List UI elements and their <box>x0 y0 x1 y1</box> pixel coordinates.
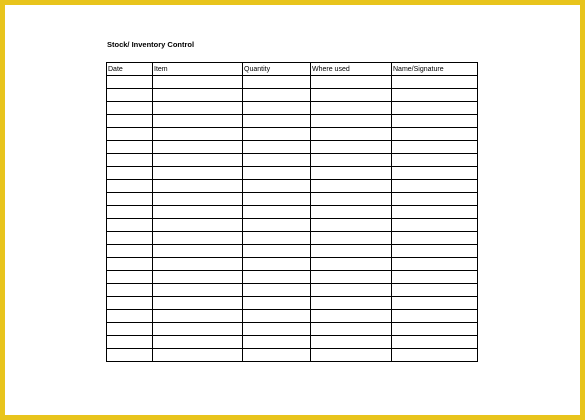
table-cell[interactable] <box>153 232 243 245</box>
table-cell[interactable] <box>392 193 478 206</box>
table-cell[interactable] <box>311 258 392 271</box>
table-cell[interactable] <box>107 128 153 141</box>
column-header-quantity: Quantity <box>243 63 311 76</box>
table-cell[interactable] <box>311 349 392 362</box>
table-cell[interactable] <box>392 76 478 89</box>
table-cell[interactable] <box>243 128 311 141</box>
table-cell[interactable] <box>153 141 243 154</box>
table-cell[interactable] <box>243 219 311 232</box>
table-cell[interactable] <box>153 245 243 258</box>
table-cell[interactable] <box>392 154 478 167</box>
table-cell[interactable] <box>392 284 478 297</box>
table-cell[interactable] <box>392 206 478 219</box>
table-cell[interactable] <box>243 232 311 245</box>
table-row <box>107 102 478 115</box>
table-row <box>107 271 478 284</box>
table-cell[interactable] <box>392 323 478 336</box>
column-header-date: Date <box>107 63 153 76</box>
table-cell[interactable] <box>392 310 478 323</box>
table-row <box>107 349 478 362</box>
table-row <box>107 154 478 167</box>
table-cell[interactable] <box>311 206 392 219</box>
table-row <box>107 297 478 310</box>
table-cell[interactable] <box>243 102 311 115</box>
table-cell[interactable] <box>153 323 243 336</box>
table-cell[interactable] <box>153 193 243 206</box>
table-cell[interactable] <box>153 206 243 219</box>
table-cell[interactable] <box>311 128 392 141</box>
table-cell[interactable] <box>243 141 311 154</box>
table-row <box>107 232 478 245</box>
table-body <box>107 76 478 362</box>
table-cell[interactable] <box>392 180 478 193</box>
table-cell[interactable] <box>243 245 311 258</box>
table-cell[interactable] <box>107 349 153 362</box>
table-cell[interactable] <box>243 258 311 271</box>
table-row <box>107 258 478 271</box>
table-cell[interactable] <box>153 349 243 362</box>
table-cell[interactable] <box>107 336 153 349</box>
table-cell[interactable] <box>107 141 153 154</box>
table-cell[interactable] <box>243 349 311 362</box>
table-cell[interactable] <box>392 232 478 245</box>
table-cell[interactable] <box>311 310 392 323</box>
table-cell[interactable] <box>243 284 311 297</box>
table-row <box>107 245 478 258</box>
table-row <box>107 76 478 89</box>
table-cell[interactable] <box>392 128 478 141</box>
table-cell[interactable] <box>153 167 243 180</box>
table-cell[interactable] <box>153 219 243 232</box>
table-cell[interactable] <box>311 245 392 258</box>
table-cell[interactable] <box>107 167 153 180</box>
inventory-table <box>106 62 478 362</box>
table-cell[interactable] <box>153 180 243 193</box>
table-cell[interactable] <box>107 206 153 219</box>
table-row <box>107 193 478 206</box>
table-cell[interactable] <box>107 193 153 206</box>
table-row <box>107 115 478 128</box>
table-row <box>107 128 478 141</box>
table-cell[interactable] <box>153 310 243 323</box>
table-cell[interactable] <box>153 89 243 102</box>
table-cell[interactable] <box>311 271 392 284</box>
table-cell[interactable] <box>311 154 392 167</box>
table-cell[interactable] <box>392 167 478 180</box>
table-cell[interactable] <box>107 89 153 102</box>
table-cell[interactable] <box>311 232 392 245</box>
table-row <box>107 323 478 336</box>
table-cell[interactable] <box>311 141 392 154</box>
table-cell[interactable] <box>153 76 243 89</box>
table-cell[interactable] <box>153 154 243 167</box>
table-cell[interactable] <box>311 297 392 310</box>
table-cell[interactable] <box>311 323 392 336</box>
table-cell[interactable] <box>153 297 243 310</box>
table-cell[interactable] <box>153 336 243 349</box>
table-cell[interactable] <box>392 258 478 271</box>
table-cell[interactable] <box>107 180 153 193</box>
table-cell[interactable] <box>107 219 153 232</box>
table-cell[interactable] <box>392 245 478 258</box>
column-header-where-used: Where used <box>311 63 392 76</box>
table-cell[interactable] <box>153 102 243 115</box>
table-cell[interactable] <box>311 336 392 349</box>
table-cell[interactable] <box>243 167 311 180</box>
table-cell[interactable] <box>243 271 311 284</box>
table-cell[interactable] <box>392 219 478 232</box>
table-cell[interactable] <box>107 154 153 167</box>
table-cell[interactable] <box>392 349 478 362</box>
table-cell[interactable] <box>107 245 153 258</box>
table-row <box>107 141 478 154</box>
table-cell[interactable] <box>311 115 392 128</box>
table-cell[interactable] <box>107 258 153 271</box>
table-cell[interactable] <box>243 115 311 128</box>
table-cell[interactable] <box>107 271 153 284</box>
table-cell[interactable] <box>392 115 478 128</box>
table-header-row <box>107 63 478 76</box>
document-page <box>5 5 580 415</box>
table-cell[interactable] <box>243 310 311 323</box>
table-cell[interactable] <box>153 284 243 297</box>
table-row <box>107 219 478 232</box>
table-cell[interactable] <box>243 323 311 336</box>
table-cell[interactable] <box>107 297 153 310</box>
table-cell[interactable] <box>107 323 153 336</box>
table-cell[interactable] <box>107 284 153 297</box>
table-cell[interactable] <box>153 258 243 271</box>
table-cell[interactable] <box>107 310 153 323</box>
table-cell[interactable] <box>311 89 392 102</box>
table-cell[interactable] <box>311 284 392 297</box>
table-cell[interactable] <box>311 167 392 180</box>
table-cell[interactable] <box>392 141 478 154</box>
table-row <box>107 89 478 102</box>
table-row <box>107 336 478 349</box>
table-cell[interactable] <box>243 336 311 349</box>
table-cell[interactable] <box>243 154 311 167</box>
table-cell[interactable] <box>311 219 392 232</box>
table-row <box>107 180 478 193</box>
table-cell[interactable] <box>392 102 478 115</box>
table-cell[interactable] <box>107 76 153 89</box>
table-cell[interactable] <box>311 180 392 193</box>
table-cell[interactable] <box>107 232 153 245</box>
table-cell[interactable] <box>311 193 392 206</box>
document-title: Stock/ Inventory Control <box>107 40 195 49</box>
table-cell[interactable] <box>153 115 243 128</box>
table-row <box>107 206 478 219</box>
table-cell[interactable] <box>153 128 243 141</box>
table-cell[interactable] <box>311 102 392 115</box>
table-cell[interactable] <box>392 271 478 284</box>
table-row <box>107 284 478 297</box>
table-cell[interactable] <box>392 336 478 349</box>
table-cell[interactable] <box>392 89 478 102</box>
table-cell[interactable] <box>243 180 311 193</box>
column-header-name-signature: Name/Signature <box>392 63 478 76</box>
table-cell[interactable] <box>107 115 153 128</box>
column-header-item: Item <box>153 63 243 76</box>
table-cell[interactable] <box>153 271 243 284</box>
table-cell[interactable] <box>392 297 478 310</box>
table-cell[interactable] <box>243 206 311 219</box>
table-cell[interactable] <box>243 193 311 206</box>
table-cell[interactable] <box>243 89 311 102</box>
table-row <box>107 167 478 180</box>
table-cell[interactable] <box>311 76 392 89</box>
table-cell[interactable] <box>243 297 311 310</box>
table-cell[interactable] <box>107 102 153 115</box>
table-cell[interactable] <box>243 76 311 89</box>
table-row <box>107 310 478 323</box>
